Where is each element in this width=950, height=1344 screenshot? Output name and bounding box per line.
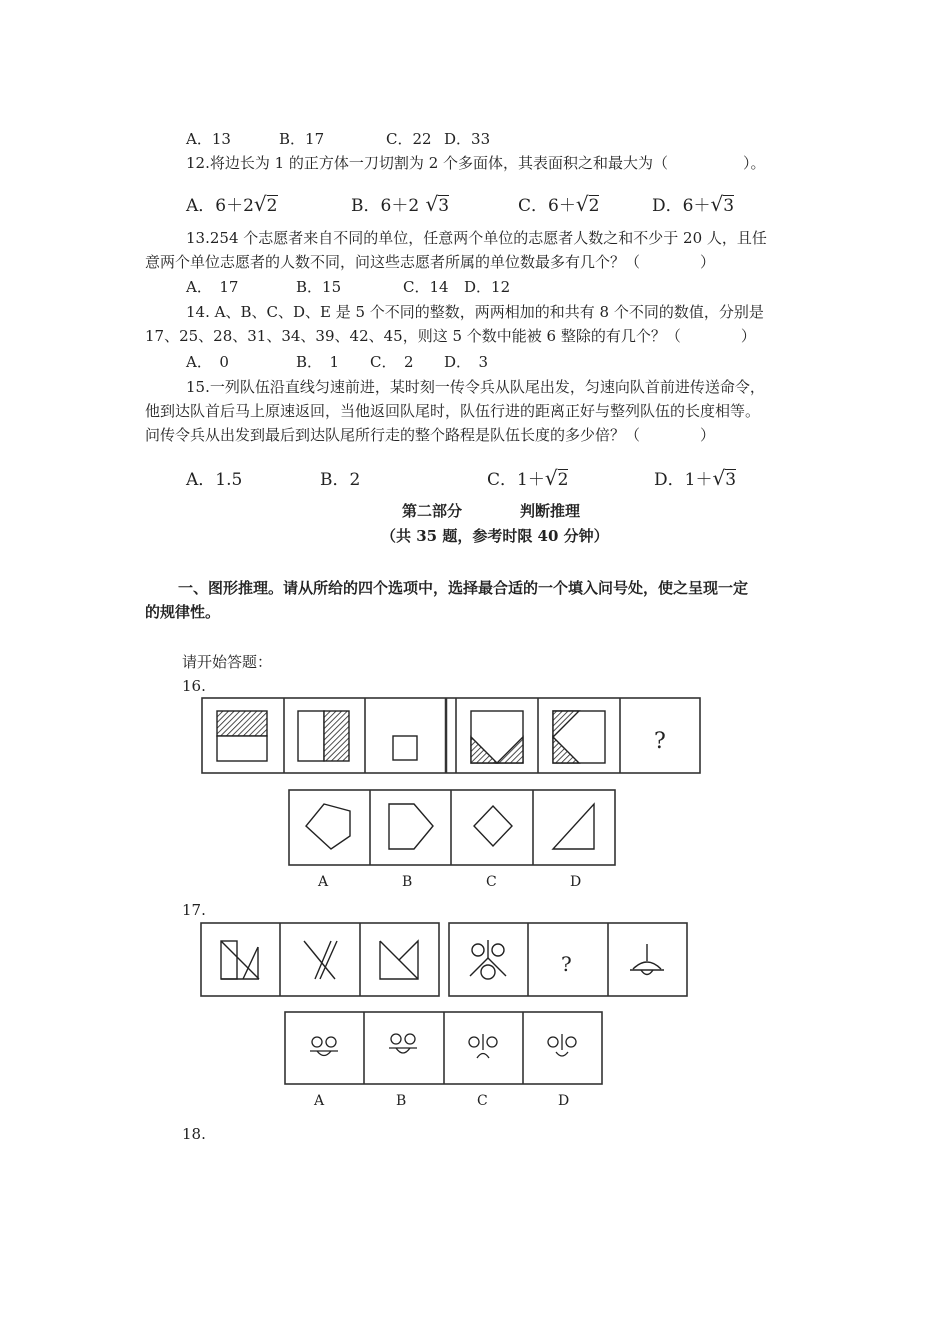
q17-label-a: A xyxy=(314,1093,325,1109)
q17-question-mark: ? xyxy=(561,952,572,976)
q13-stem-line2: 意两个单位志愿者的人数不同，问这些志愿者所属的单位数最多有几个？（ ） xyxy=(145,253,716,271)
part2-title-b: 判断推理 xyxy=(520,502,581,520)
q14-option-c[interactable]: C． 2 xyxy=(370,353,414,371)
q12-option-b[interactable]: B．6＋2 √3 xyxy=(351,192,450,216)
q14-stem-line2: 17、25、28、31、34、39、42、45，则这 5 个数中能被 6 整除的有几个？（ ） xyxy=(145,327,756,345)
q16-option-a-shape xyxy=(306,804,350,849)
section-instruction-line2: 的规律性。 xyxy=(145,603,221,621)
part2-title-a: 第二部分 xyxy=(402,502,463,520)
q17-cell-6 xyxy=(630,944,664,975)
q14-option-b[interactable]: B． 1 xyxy=(296,353,340,371)
q17-cell-1 xyxy=(221,941,259,979)
q12-option-d[interactable]: D．6＋√3 xyxy=(652,192,735,216)
q15-option-d[interactable]: D．1＋√3 xyxy=(654,466,737,490)
q12-stem: 12.将边长为 1 的正方体一刀切割为 2 个多面体，其表面积之和最大为（ ）。 xyxy=(186,154,766,172)
q17-label-d: D xyxy=(558,1093,570,1109)
q15-option-c[interactable]: C．1＋√2 xyxy=(487,466,569,490)
q17-cell-3 xyxy=(380,941,418,979)
q17-option-a-shape xyxy=(310,1037,338,1056)
sqrt-sign: √ xyxy=(575,192,589,216)
q17-number: 17. xyxy=(182,901,206,919)
sqrt-sign: √ xyxy=(712,466,726,490)
q15-stem-line2: 他到达队首后马上原速返回，当他返回队尾时，队伍行进的距离正好与整列队伍的长度相等。 xyxy=(145,402,761,420)
section-instruction-line1: 一、图形推理。请从所给的四个选项中，选择最合适的一个填入问号处，使之呈现一定 xyxy=(178,579,749,597)
sqrt-sign: √ xyxy=(253,192,267,216)
q16-option-d-shape xyxy=(553,804,594,849)
q16-options-frame xyxy=(289,790,615,865)
q11-option-a[interactable]: A．13 xyxy=(186,130,231,148)
q16-option-b-shape xyxy=(389,804,433,849)
q17-cell-4 xyxy=(470,940,506,979)
q16-label-b: B xyxy=(402,874,413,890)
q16-cell-2 xyxy=(298,711,349,761)
q11-option-d[interactable]: D．33 xyxy=(444,130,491,148)
q16-sequence-frame xyxy=(202,698,700,773)
q16-cell-5 xyxy=(553,711,605,763)
q16-number: 16. xyxy=(182,677,206,695)
q15-option-a[interactable]: A．1.5 xyxy=(186,470,243,490)
part2-subtitle: （共 35 题，参考时限 40 分钟） xyxy=(381,527,609,545)
sqrt-sign: √ xyxy=(544,466,558,490)
q17-label-c: C xyxy=(477,1093,488,1109)
q13-option-c[interactable]: C．14 xyxy=(403,278,449,296)
q17-cell-2 xyxy=(304,941,337,979)
q13-option-a[interactable]: A． 17 xyxy=(186,278,239,296)
q16-option-c-shape xyxy=(474,806,512,846)
q14-option-d[interactable]: D． 3 xyxy=(444,353,489,371)
q16-cell-3 xyxy=(393,736,417,760)
q15-stem-line1: 15.一列队伍沿直线匀速前进，某时刻一传令兵从队尾出发，匀速向队首前进传送命令， xyxy=(186,378,765,396)
q11-option-c[interactable]: C．22 xyxy=(386,130,432,148)
q14-option-a[interactable]: A． 0 xyxy=(186,353,229,371)
q13-option-d[interactable]: D．12 xyxy=(464,278,511,296)
sqrt-sign: √ xyxy=(710,192,724,216)
q17-label-b: B xyxy=(396,1093,407,1109)
q17-option-c-shape xyxy=(469,1034,497,1058)
q18-number: 18. xyxy=(182,1125,206,1143)
q16-cell-4 xyxy=(471,711,523,763)
q12-option-c[interactable]: C．6＋√2 xyxy=(518,192,600,216)
q13-stem-line1: 13.254 个志愿者来自不同的单位，任意两个单位的志愿者人数之和不少于 20 人，且任 xyxy=(186,229,767,247)
q12-option-a[interactable]: A．6＋2√2 xyxy=(186,192,278,216)
q14-stem-line1: 14. A、B、C、D、E 是 5 个不同的整数，两两相加的和共有 8 个不同的数值，分别是 xyxy=(186,303,764,321)
q16-label-a: A xyxy=(318,874,329,890)
q16-label-d: D xyxy=(570,874,582,890)
start-prompt: 请开始答题： xyxy=(182,653,273,671)
q17-option-b-shape xyxy=(389,1034,417,1053)
q11-option-b[interactable]: B．17 xyxy=(279,130,325,148)
q17-option-d-shape xyxy=(548,1034,576,1056)
q13-option-b[interactable]: B．15 xyxy=(296,278,342,296)
q16-cell-1 xyxy=(217,711,267,761)
q15-option-b[interactable]: B．2 xyxy=(320,470,361,490)
sqrt-sign: √ xyxy=(419,192,439,216)
q15-stem-line3: 问传令兵从出发到最后到达队尾所行走的整个路程是队伍长度的多少倍？（ ） xyxy=(145,426,716,444)
q16-label-c: C xyxy=(486,874,497,890)
q16-question-mark: ? xyxy=(654,729,666,754)
